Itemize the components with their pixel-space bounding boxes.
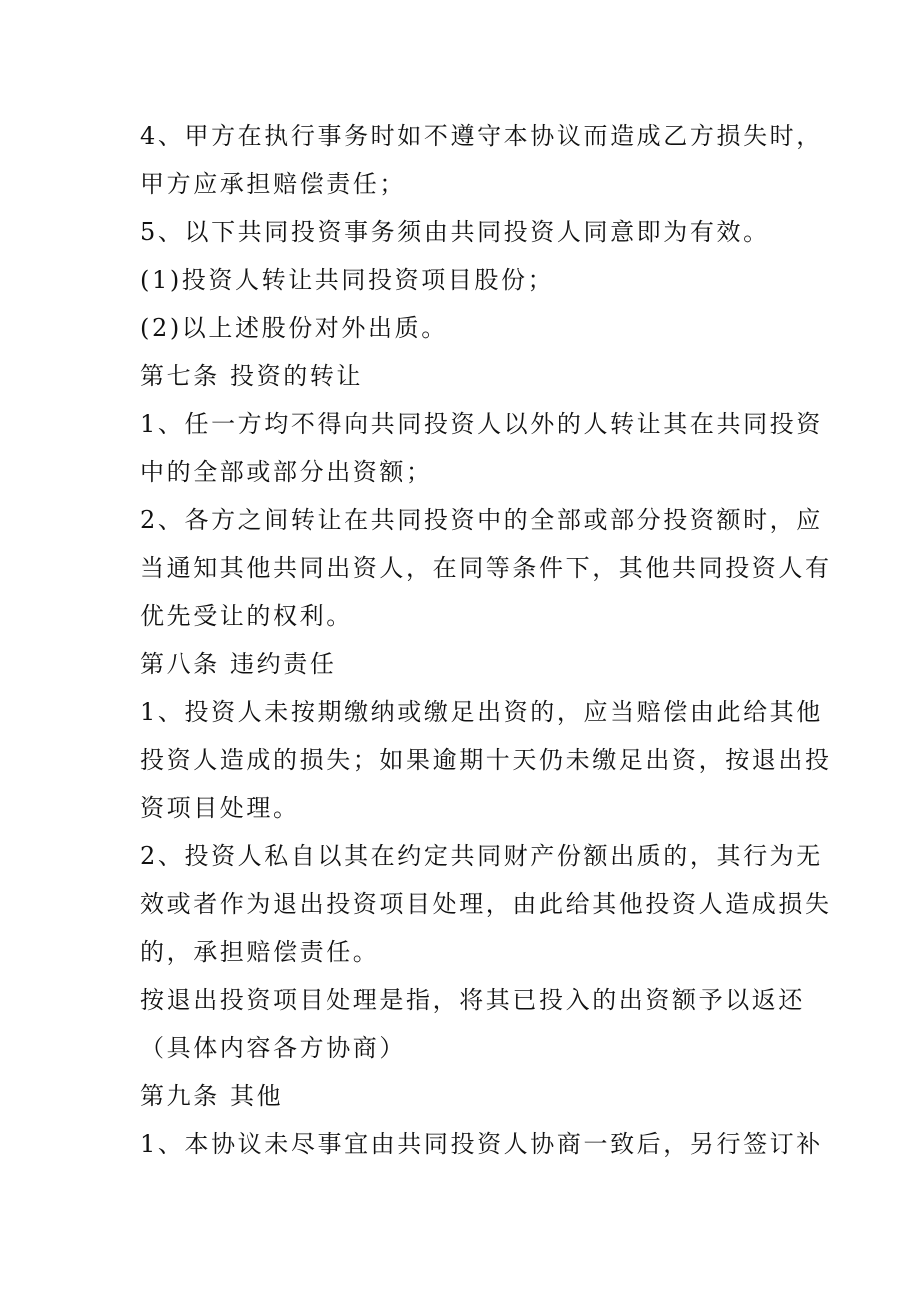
text-line: 5、以下共同投资事务须由共同投资人同意即为有效。 [140, 218, 770, 246]
text-line: 4、甲方在执行事务时如不遵守本协议而造成乙方损失时， [140, 122, 823, 150]
section-heading: 第七条 投资的转让 [140, 362, 364, 390]
text-line: 2、各方之间转让在共同投资中的全部或部分投资额时，应 [140, 506, 823, 534]
text-line: (1)投资人转让共同投资项目股份； [140, 266, 555, 294]
text-line: 2、投资人私自以其在约定共同财产份额出质的，其行为无 [140, 842, 823, 870]
section-heading: 第八条 违约责任 [140, 650, 337, 678]
text-line: 1、本协议未尽事宜由共同投资人协商一致后，另行签订补 [140, 1130, 823, 1158]
text-line: 1、任一方均不得向共同投资人以外的人转让其在共同投资 [140, 410, 823, 438]
text-line: 资项目处理。 [140, 794, 300, 822]
text-line: 的，承担赔偿责任。 [140, 938, 380, 966]
text-line: 按退出投资项目处理是指，将其已投入的出资额予以返还 [140, 986, 805, 1014]
text-line: 当通知其他共同出资人，在同等条件下，其他共同投资人有 [140, 554, 832, 582]
text-line: 投资人造成的损失；如果逾期十天仍未缴足出资，按退出投 [140, 746, 832, 774]
text-line: （具体内容各方协商） [140, 1034, 406, 1062]
section-heading: 第九条 其他 [140, 1082, 284, 1110]
text-line: 中的全部或部分出资额； [140, 458, 433, 486]
text-line: 1、投资人未按期缴纳或缴足出资的，应当赔偿由此给其他 [140, 698, 823, 726]
text-line: 优先受让的权利。 [140, 602, 353, 630]
text-line: 甲方应承担赔偿责任； [140, 170, 406, 198]
text-line: 效或者作为退出投资项目处理，由此给其他投资人造成损失 [140, 890, 832, 918]
text-line: (2)以上述股份对外出质。 [140, 314, 448, 342]
